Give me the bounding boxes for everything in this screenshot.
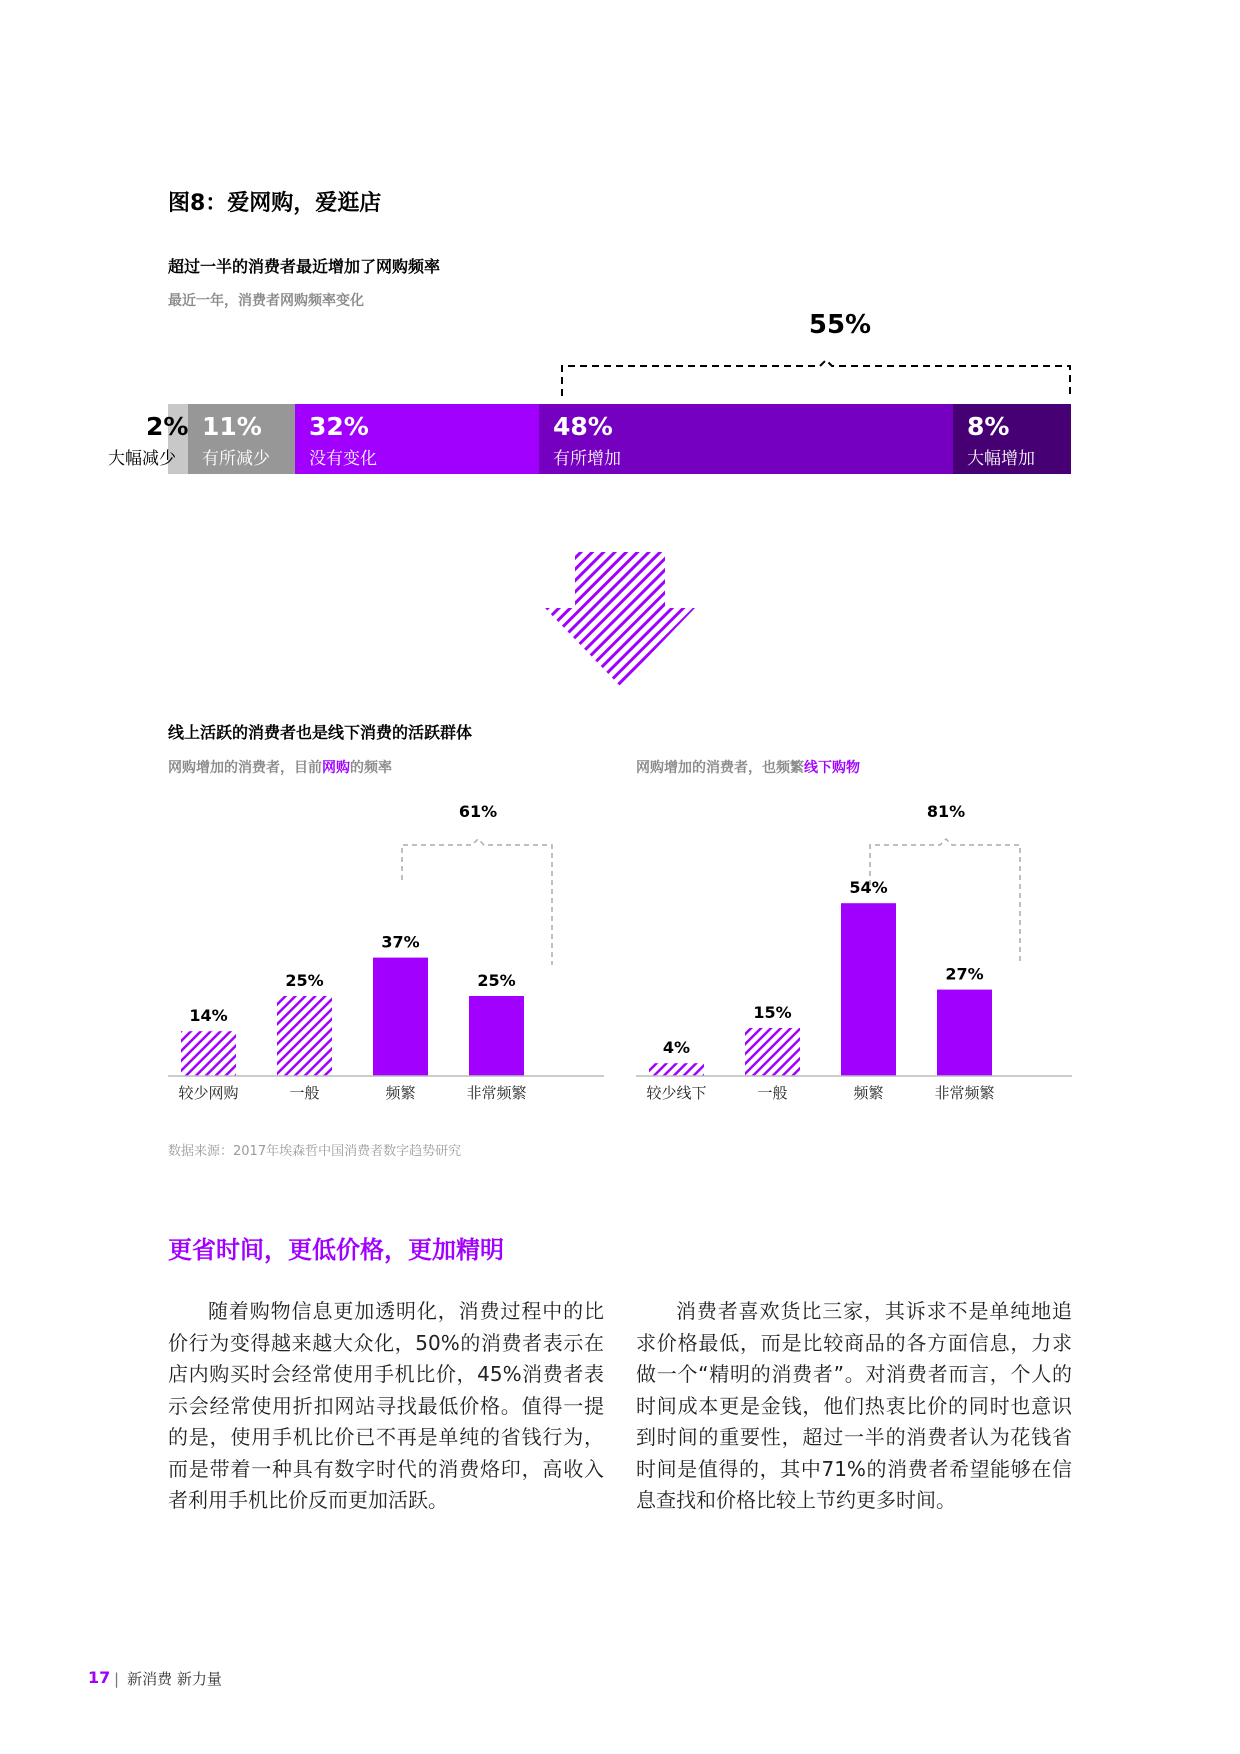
left-bar-category: 频繁 [385, 1084, 416, 1102]
right-bar-value: 54% [849, 878, 888, 898]
segment-value: 48% [553, 412, 613, 441]
segment-some-decrease [188, 404, 295, 474]
segment-label-small: 大幅减少 [108, 449, 176, 469]
right-bar-chart [636, 795, 1076, 1115]
right-bar-value: 4% [662, 1038, 691, 1058]
left-bar-value: 25% [477, 971, 516, 990]
stacked-bar [168, 404, 1071, 474]
left-chart-note: 网购增加的消费者，目前网购的频率 [168, 760, 392, 776]
footer-title: | 新消费 新力量 [114, 1670, 222, 1688]
right-bar [937, 990, 992, 1076]
top-bracket [560, 350, 1080, 400]
segment-label: 有所增加 [553, 449, 621, 469]
segment-label: 大幅增加 [967, 449, 1035, 469]
right-bar-value: 15% [753, 1003, 792, 1022]
left-bar-value: 14% [189, 1006, 228, 1026]
segment-label: 没有变化 [309, 449, 377, 469]
right-bar-category: 非常频繁 [934, 1084, 995, 1102]
segment-value: 11% [202, 412, 262, 441]
top-chart-subtitle: 超过一半的消费者最近增加了网购频率 [168, 257, 441, 276]
left-bar [373, 958, 428, 1076]
right-bar [841, 903, 896, 1076]
segment-label: 有所减少 [202, 449, 270, 469]
segment-great-increase [953, 404, 1071, 474]
paragraph-left: 随着购物信息更加透明化，消费过程中的比价行为变得越来越大众化，50%的消费者表示在店内购买时会经常使用手机比价，45%消费者表示会经常使用折扣网站寻找最低价格。值得一提的是，使用手机比价已不再是单纯的省钱行为，而是带着一种具有数字时代的消费烙印，高收入者利用手机比价反而更加活跃。 [168, 1299, 604, 1512]
paragraph-right: 消费者喜欢货比三家，其诉求不是单纯地追求价格最低，而是比较商品的各方面信息，力求做一个“精明的消费者”。对消费者而言，个人的时间成本更是金钱，他们热衷比价的同时也意识到时间的重要性，超过一半的消费者认为花钱省时间是值得的，其中71%的消费者希望能够在信息查找和价格比较上节约更多时间。 [636, 1299, 1072, 1512]
left-bracket-label: 61% [458, 802, 498, 821]
left-bar-category: 较少网购 [178, 1084, 239, 1102]
data-source: 数据来源：2017年埃森哲中国消费者数字趋势研究 [168, 1144, 462, 1159]
section-title: 更省时间，更低价格，更加精明 [168, 1236, 504, 1264]
page-number: 17 [88, 1668, 111, 1687]
left-bar [277, 996, 332, 1076]
right-bar [649, 1063, 704, 1076]
figure-title: 图8：爱网购，爱逛店 [168, 191, 382, 216]
right-bracket-label: 81% [926, 802, 966, 821]
left-bar [181, 1031, 236, 1076]
right-bar-category: 一般 [757, 1084, 788, 1102]
left-bracket [402, 839, 552, 965]
right-bar-value: 27% [945, 964, 984, 984]
left-bar-category: 一般 [289, 1084, 320, 1102]
top-bracket-label: 55% [808, 310, 872, 340]
segment-value-small: 2% [146, 412, 189, 441]
segment-value: 8% [967, 412, 1010, 441]
left-bar-value: 37% [381, 932, 420, 952]
left-bar-value: 25% [285, 971, 324, 990]
top-chart-note: 最近一年，消费者网购频率变化 [168, 293, 364, 309]
right-bar [745, 1028, 800, 1076]
right-bar-category: 较少线下 [646, 1084, 707, 1102]
left-bar-category: 非常频繁 [466, 1084, 527, 1102]
bottom-charts-title: 线上活跃的消费者也是线下消费的活跃群体 [168, 723, 473, 742]
down-arrow-icon [545, 552, 695, 688]
left-bar [469, 996, 524, 1076]
left-bar-chart [168, 795, 608, 1115]
segment-no-change [295, 404, 539, 474]
segment-some-increase [539, 404, 953, 474]
right-bar-category: 频繁 [853, 1084, 884, 1102]
right-chart-note: 网购增加的消费者，也频繁线下购物 [636, 760, 860, 776]
segment-value: 32% [309, 412, 369, 441]
